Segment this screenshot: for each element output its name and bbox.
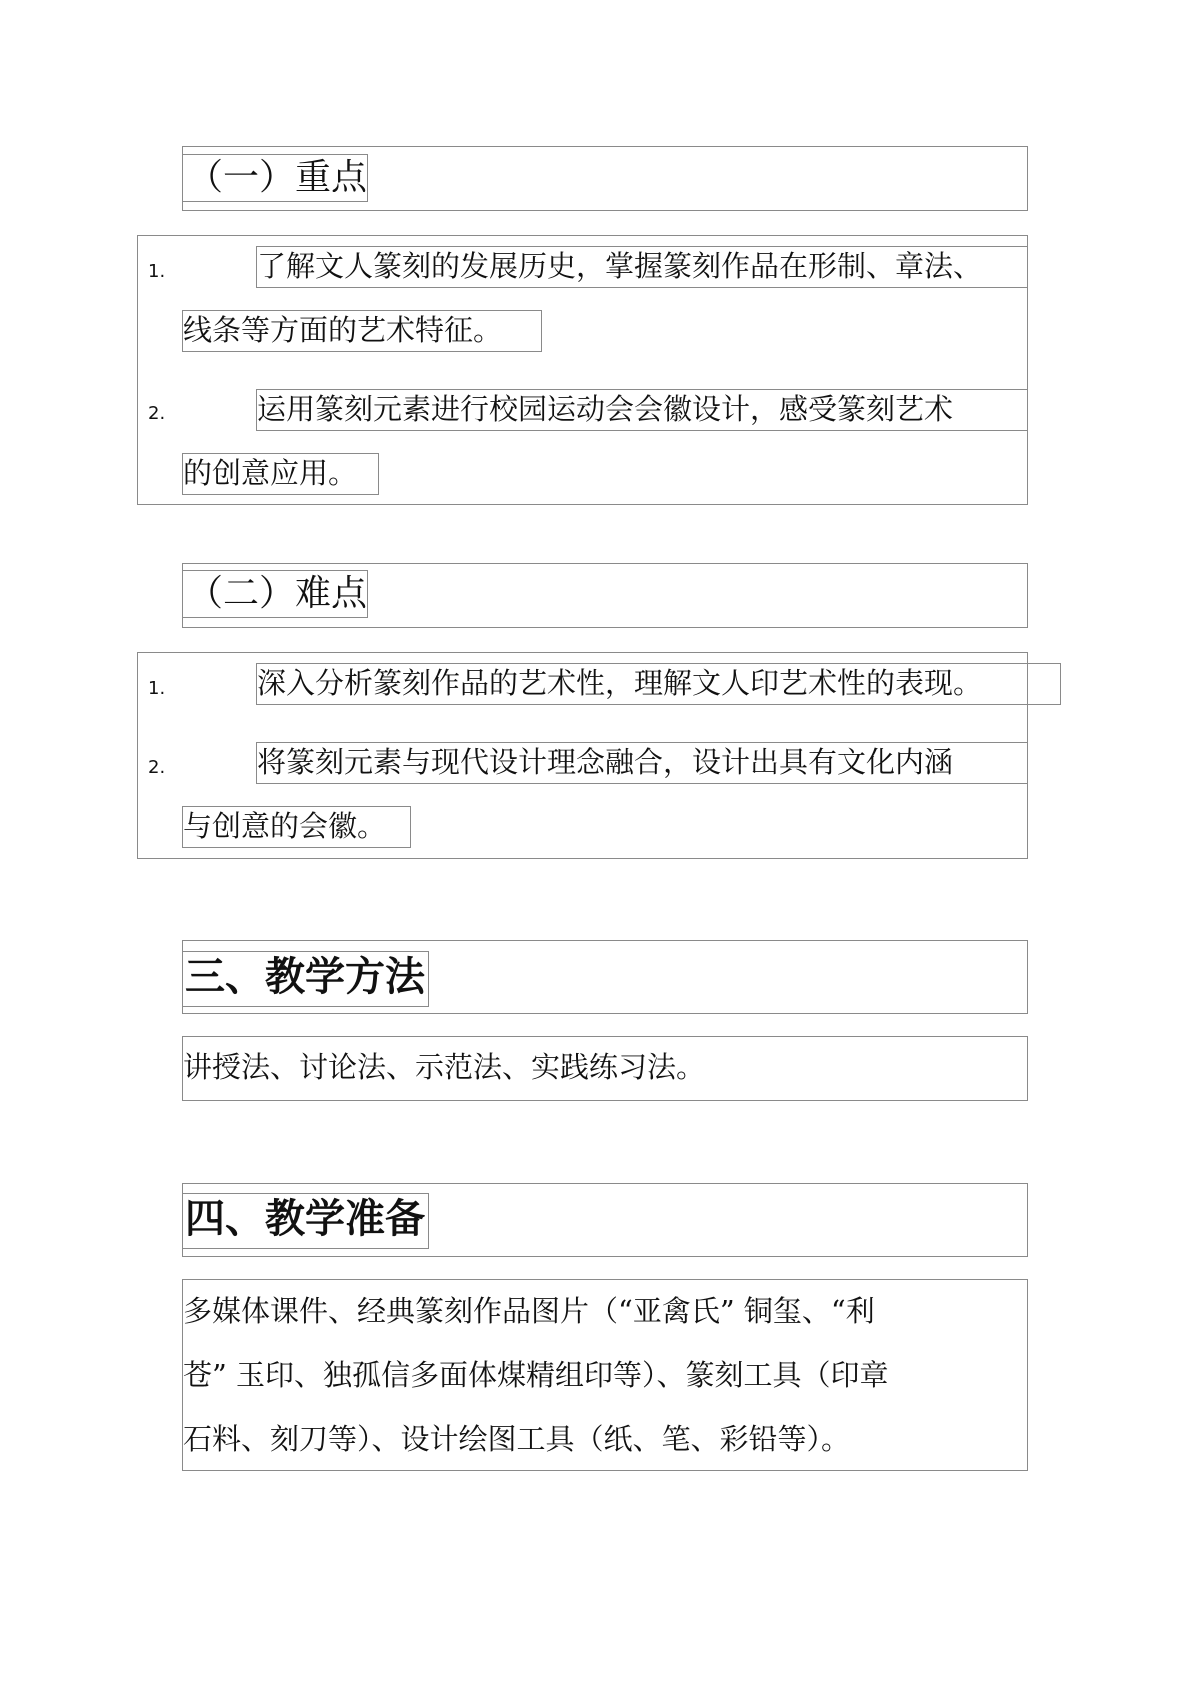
heading-key-points: （一）重点 [182,154,368,202]
key-point-2-line-1: 运用篆刻元素进行校园运动会会徽设计，感受篆刻艺术 [256,389,1028,431]
teaching-methods-text: 讲授法、讨论法、示范法、实践练习法。 [183,1050,706,1084]
heading-teaching-methods: 三、教学方法 [182,951,429,1007]
difficulty-1-line-1: 深入分析篆刻作品的艺术性，理解文人印艺术性的表现。 [256,663,1061,705]
difficulty-2-line-2: 与创意的会徽。 [182,806,411,848]
key-point-2-line-2: 的创意应用。 [182,453,379,495]
difficulty-2-line-1: 将篆刻元素与现代设计理念融合，设计出具有文化内涵 [256,742,1028,784]
heading-teaching-preparation: 四、教学准备 [182,1193,429,1249]
list-number: 2. [148,757,166,778]
list-number: 1. [148,261,166,282]
key-point-1-line-2: 线条等方面的艺术特征。 [182,310,542,352]
heading-difficulties: （二）难点 [182,570,368,618]
list-number: 1. [148,678,166,699]
list-number: 2. [148,403,166,424]
teaching-preparation-line-2: 苍” 玉印、独孤信多面体煤精组印等）、篆刻工具（印章 [183,1358,889,1392]
key-point-1-line-1: 了解文人篆刻的发展历史，掌握篆刻作品在形制、章法、 [256,246,1028,288]
teaching-preparation-line-3: 石料、刻刀等）、设计绘图工具（纸、笔、彩铅等）。 [183,1422,851,1456]
teaching-preparation-line-1: 多媒体课件、经典篆刻作品图片（“亚禽氏” 铜玺、“利 [183,1294,875,1328]
